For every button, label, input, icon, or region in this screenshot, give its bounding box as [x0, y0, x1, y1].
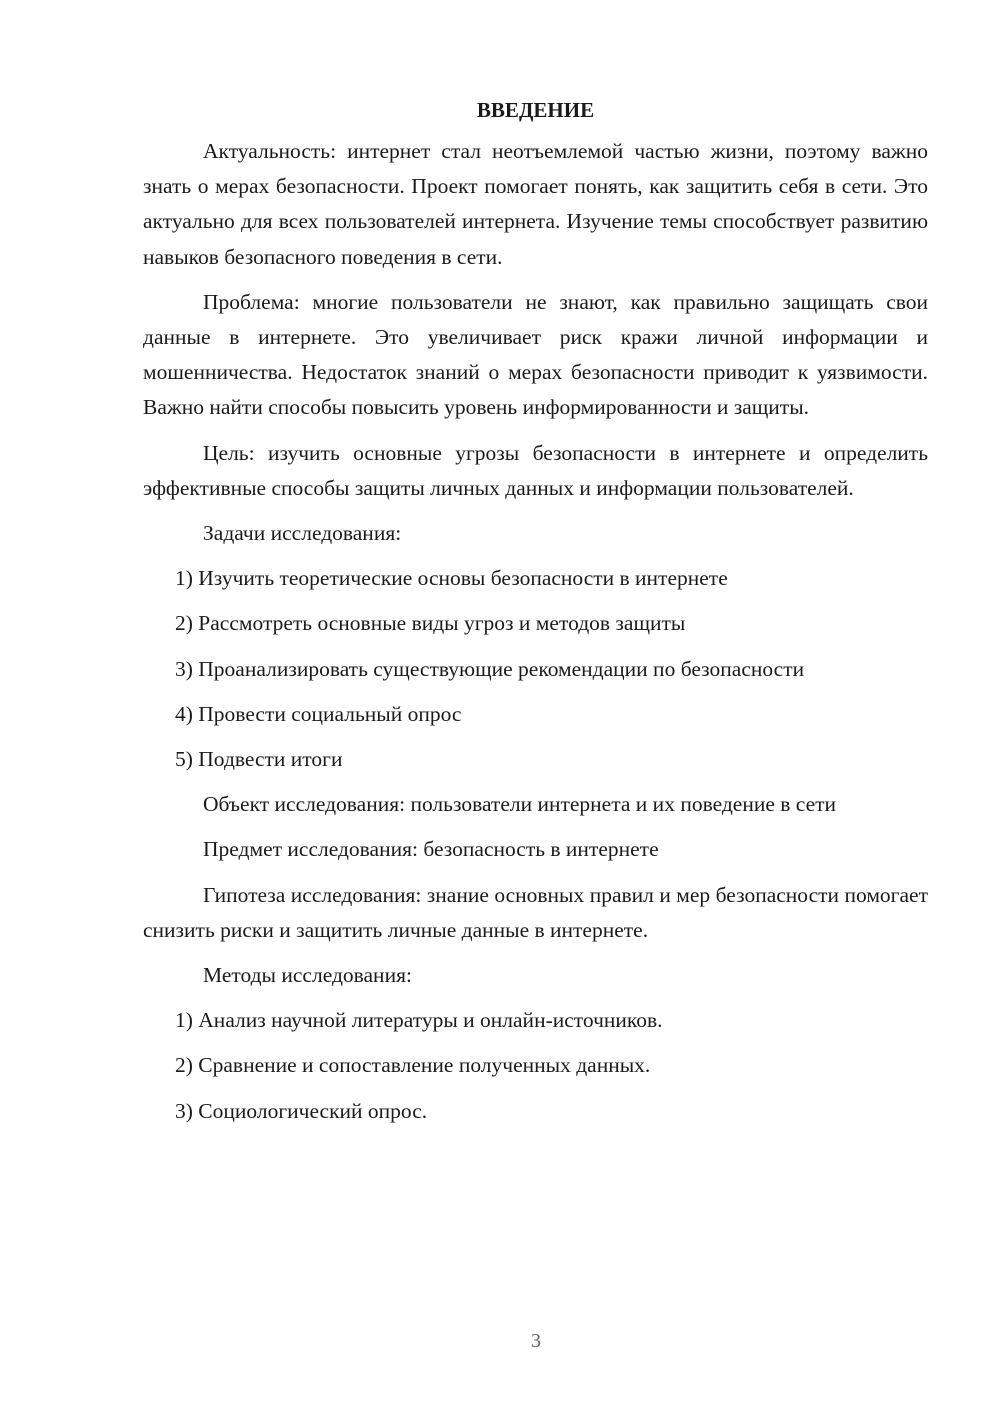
page-number: 3	[531, 1330, 541, 1352]
page-title: ВВЕДЕНИЕ	[476, 98, 595, 122]
method-item: 3) Социологический опрос.	[175, 1098, 428, 1123]
subject-paragraph: Предмет исследования: безопасность в интернете	[203, 837, 659, 862]
tasks-label: Задачи исследования:	[203, 521, 402, 546]
hypothesis-paragraph: Гипотеза исследования: знание основных правил и мер безопасности помогает снизить риски и защитить личные данные в интернете.	[143, 882, 928, 942]
task-item: 1) Изучить теоретические основы безопасности в интернете	[175, 566, 728, 591]
methods-label: Методы исследования:	[203, 963, 412, 988]
tasks-list	[143, 561, 928, 777]
task-item: 5) Подвести итоги	[175, 747, 343, 772]
goal-paragraph: Цель: изучить основные угрозы безопасности в интернете и определить эффективные способы защиты личных данных и информации пользователей.	[143, 440, 928, 500]
method-item: 1) Анализ научной литературы и онлайн-источников.	[175, 1008, 663, 1033]
task-item: 2) Рассмотреть основные виды угроз и методов защиты	[175, 611, 686, 636]
problem-paragraph: Проблема: многие пользователи не знают, как правильно защищать свои данные в интернете. Это увеличивает риск кражи личной информации и мошенничества. Недостаток знаний о мерах безопасности приводит к уязвимости. Важно найти способы повысить уровень информированности и защиты.	[143, 289, 928, 420]
methods-list	[143, 1003, 928, 1129]
task-item: 3) Проанализировать существующие рекомендации по безопасности	[175, 656, 805, 681]
object-paragraph: Объект исследования: пользователи интернета и их поведение в сети	[203, 792, 837, 817]
relevance-paragraph: Актуальность: интернет стал неотъемлемой частью жизни, поэтому важно знать о мерах безопасности. Проект помогает понять, как защитить себя в сети. Это актуально для всех пользователей интернета. Изучение темы способствует развитию навыков безопасного поведения в сети.	[143, 139, 928, 269]
task-item: 4) Провести социальный опрос	[175, 701, 462, 726]
page-content	[143, 93, 928, 1139]
method-item: 2) Сравнение и сопоставление полученных данных.	[175, 1053, 651, 1078]
